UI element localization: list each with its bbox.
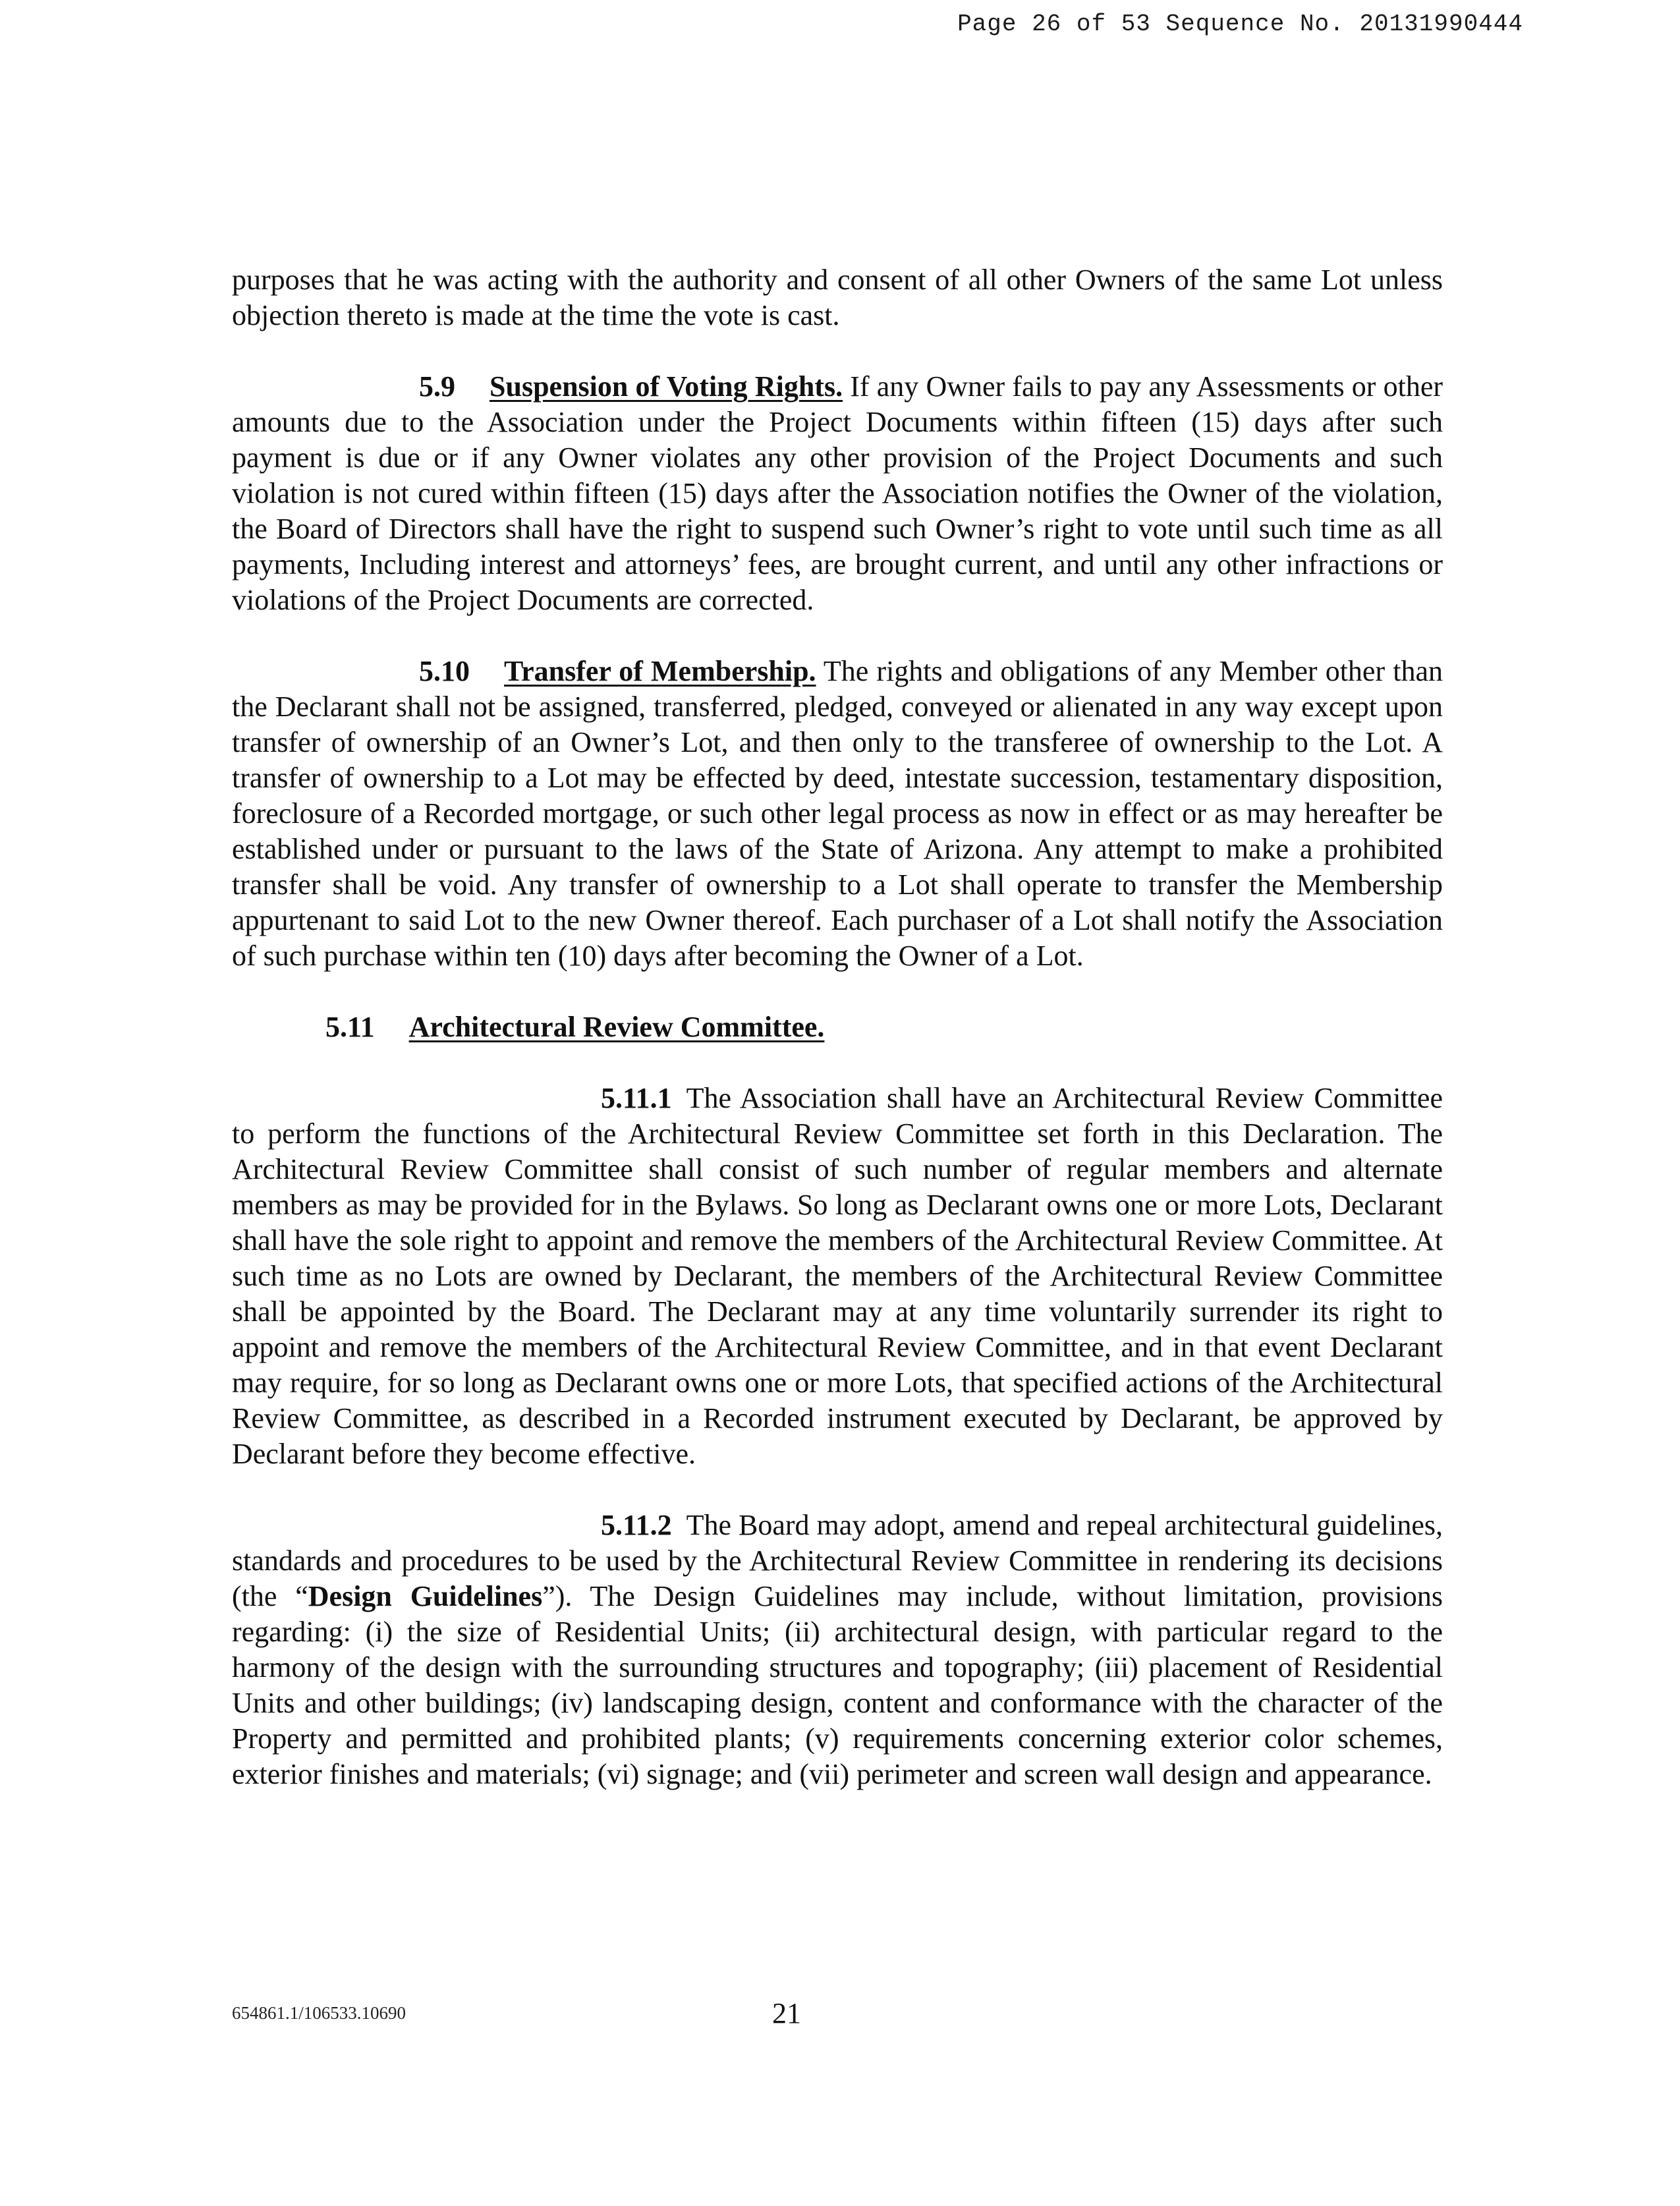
section-5-9 — [232, 369, 1443, 618]
section-heading: Transfer of Membership. — [504, 655, 816, 687]
section-heading: Architectural Review Committee. — [408, 1011, 825, 1043]
page-sequence-header: Page 26 of 53 Sequence No. 20131990444 — [957, 11, 1523, 38]
section-text: The Association shall have an Architectural Review Committee to perform the functions of the Architectural Review Committee set forth in this Declaration. The Architectural Review Committee shall consist of such number of regular members and alternate members as may be provided for in the Bylaws. So long as Declarant owns one or more Lots, Declarant shall have the sole right to appoint and remove the members of the Architectural Review Committee. At such time as no Lots are owned by Declarant, the members of the Architectural Review Committee shall be appointed by the Board. The Declarant may at any time voluntarily surrender its right to appoint and remove the members of the Architectural Review Committee, and in that event Declarant may require, for so long as Declarant owns one or more Lots, that specified actions of the Architectural Review Committee, as described in a Recorded instrument executed by Declarant, be approved by Declarant before they become effective. — [232, 1082, 1443, 1470]
section-text: The rights and obligations of any Member other than the Declarant shall not be assigned, transferred, pledged, conveyed or alienated in any way except upon transfer of ownership of an Owner’s Lot, and then only to the transferee of ownership to the Lot. A transfer of ownership to a Lot may be effected by deed, intestate succession, testamentary disposition, foreclosure of a Recorded mortgage, or such other legal process as now in effect or as may hereafter be established under or pursuant to the laws of the State of Arizona. Any attempt to make a prohibited transfer shall be void. Any transfer of ownership to a Lot shall operate to transfer the Membership appurtenant to said Lot to the new Owner thereof. Each purchaser of a Lot shall notify the Association of such purchase within ten (10) days after becoming the Owner of a Lot. — [232, 655, 1443, 972]
section-5-11 — [232, 1009, 1443, 1045]
section-number: 5.9 — [419, 370, 455, 403]
document-body — [232, 262, 1443, 1828]
section-number: 5.11.2 — [601, 1509, 672, 1541]
defined-term: Design Guidelines — [308, 1580, 543, 1612]
footer-page-number: 21 — [772, 1997, 801, 2029]
section-5-11-2 — [232, 1508, 1443, 1792]
section-number: 5.11 — [325, 1011, 375, 1043]
section-text-before: The Board may adopt, amend and repeal architectural guidelines, standards and procedures to be used by the Architectural Review Committee in rendering its decisions (the “ — [232, 1509, 1443, 1612]
section-text: If any Owner fails to pay any Assessments or other amounts due to the Association under the Project Documents within fifteen (15) days after such payment is due or if any Owner violates any other provision of the Project Documents and such violation is not cured within fifteen (15) days after the Association notifies the Owner of the violation, the Board of Directors shall have the right to suspend such Owner’s right to vote until such time as all payments, Including interest and attorneys’ fees, are brought current, and until any other infractions or violations of the Project Documents are corrected. — [232, 370, 1443, 616]
section-number: 5.10 — [419, 655, 470, 687]
section-number: 5.11.1 — [601, 1082, 672, 1114]
section-5-10 — [232, 654, 1443, 974]
section-heading: Suspension of Voting Rights. — [490, 370, 843, 403]
section-text-after: ”). The Design Guidelines may include, without limitation, provisions regarding: (i) the size of Residential Units; (ii) architectural design, with particular regard to the harmony of the design with the surrounding structures and topography; (iii) placement of Residential Units and other buildings; (iv) landscaping design, content and conformance with the character of the Property and permitted and prohibited plants; (v) requirements concerning exterior color schemes, exterior finishes and materials; (vi) signage; and (vii) perimeter and screen wall design and appearance. — [232, 1580, 1443, 1790]
footer-document-id: 654861.1/106533.10690 — [232, 2003, 406, 2023]
intro-paragraph: purposes that he was acting with the authority and consent of all other Owners of the same Lot unless objection thereto is made at the time the vote is cast. — [232, 264, 1443, 331]
section-5-11-1 — [232, 1081, 1443, 1472]
